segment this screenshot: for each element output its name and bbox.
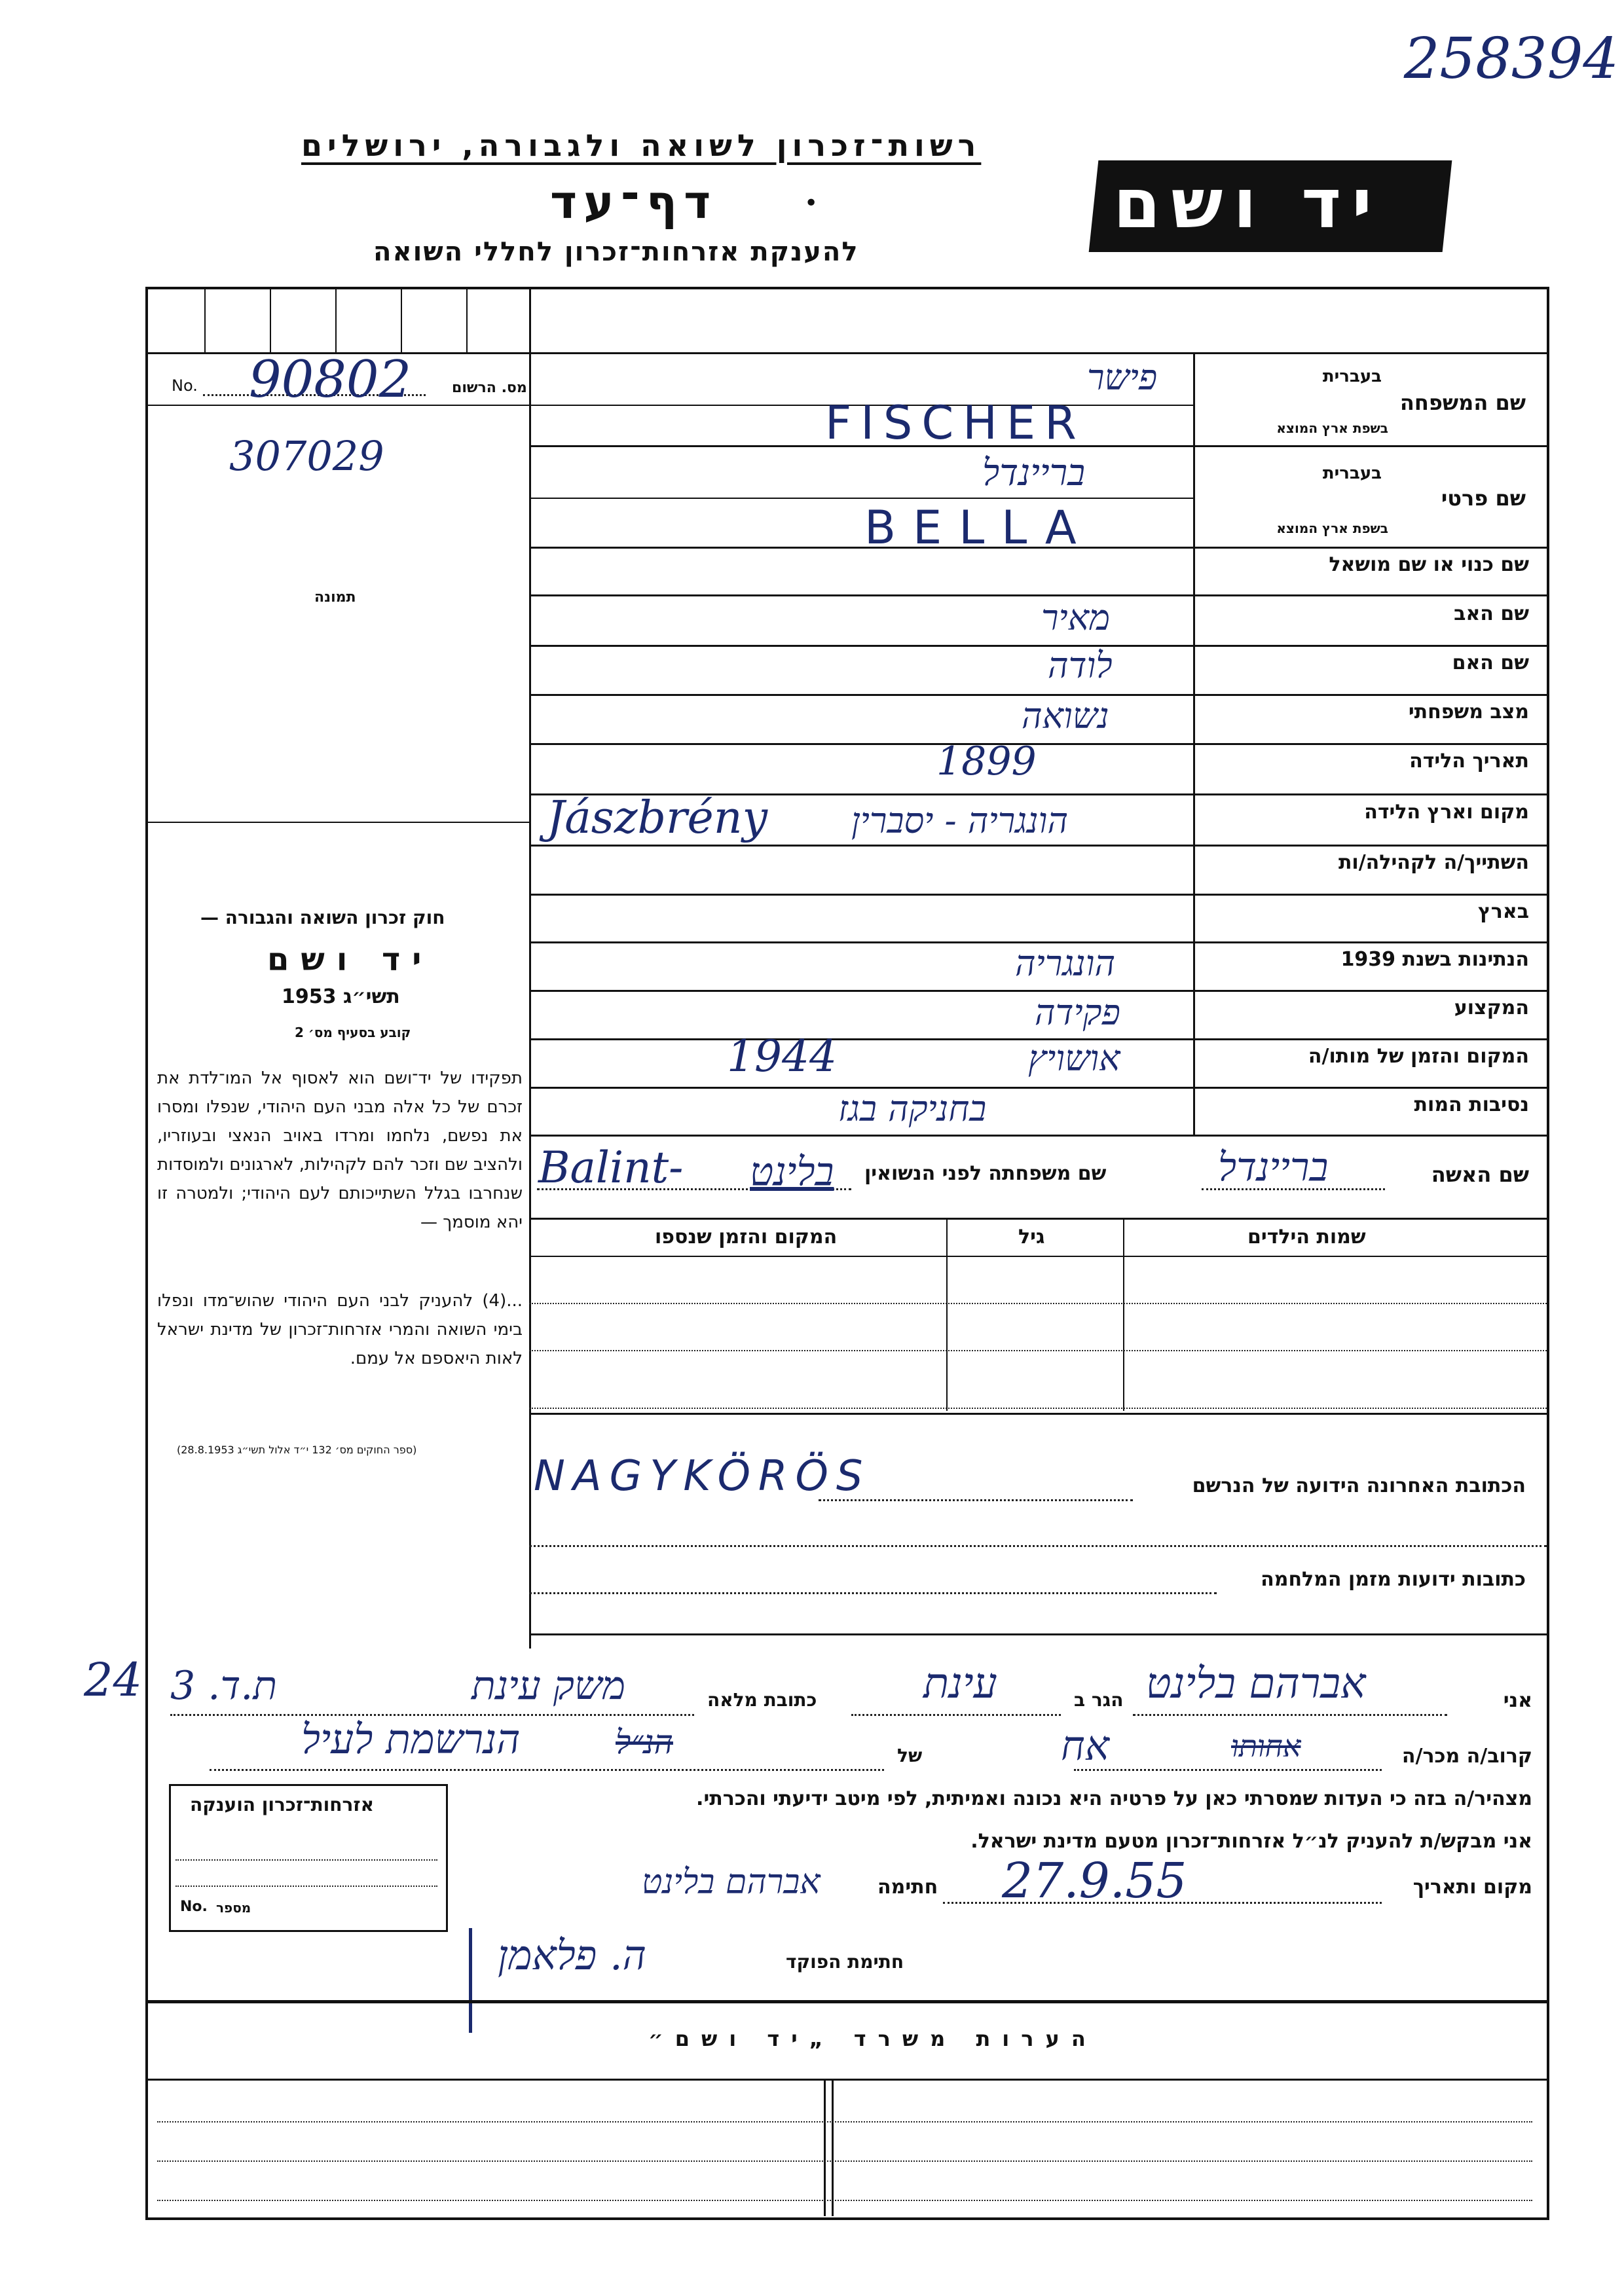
death-cause-label: נסיבות המות	[1414, 1093, 1529, 1116]
death-place: אושויץ	[1028, 1038, 1120, 1079]
form-subtitle: להענקת אזרחות־זכרון לחללי השואה	[373, 237, 859, 267]
request-text: אני מבקש/ת להעניק לנ״ל אזרחות־זכרון מטעם מדינת ישראל.	[970, 1830, 1532, 1853]
children-names-header: שמות הילדים	[1247, 1226, 1366, 1248]
community-label: השתייך/ה לקהילה/ות	[1338, 851, 1529, 874]
children-place-header: המקום והזמן שנספו	[655, 1226, 838, 1248]
first-name-latin: BELLA	[864, 501, 1094, 555]
citizenship-value: הונגריה	[1015, 943, 1116, 984]
law-title: חוק זכרון השואה והגבורה —	[200, 907, 445, 928]
maiden-name-hebrew: בלינט	[750, 1149, 834, 1195]
birth-place-hebrew: הונגריה - יסברין	[851, 800, 1069, 841]
date-value: 27.9.55	[1002, 1853, 1187, 1909]
address-value: משק עינת	[471, 1663, 626, 1709]
birth-date-value: 1899	[936, 738, 1037, 784]
occupation-value: פקידה	[1035, 992, 1120, 1033]
first-name-label: שם פרטי	[1441, 486, 1526, 511]
declaration-i-label: אני	[1503, 1689, 1532, 1712]
signature-value: אברהם בלינט	[642, 1863, 821, 1902]
family-name-hebrew-label: בעברית	[1322, 367, 1382, 386]
resides-label: הגר ב	[1074, 1689, 1124, 1711]
resides-value: עינת	[923, 1660, 997, 1708]
address-label: כתובת מלאה	[707, 1689, 817, 1711]
war-address-label: כתובות ידועות מזמן המלחמה	[1261, 1568, 1526, 1591]
registration-label: מס. הרשום	[452, 380, 527, 396]
last-address-label: הכתובת האחרונה הידועה של הנרשם	[1192, 1474, 1526, 1497]
occupation-label: המקצוע	[1454, 996, 1529, 1019]
spouse-label: שם האשה	[1431, 1162, 1529, 1187]
certificate-title: אזרחות־זכרון הוענקה	[190, 1794, 374, 1815]
logo-text: יד ושם	[1113, 164, 1382, 244]
office-notes-title: הערות משרד „יד ושם״	[648, 2026, 1098, 2051]
relation-label: קרוב/ה מכר/ה	[1401, 1745, 1532, 1768]
signature-label: חתימה	[877, 1876, 938, 1899]
status-value: נשואה	[1022, 695, 1109, 737]
last-address-value: NAGYKÖRÖS	[534, 1452, 871, 1501]
zip-value: ת.ד. 3	[170, 1663, 277, 1709]
mother-value: לודה	[1048, 645, 1113, 686]
spouse-value: בריינדל	[1218, 1144, 1329, 1190]
mother-label: שם האם	[1452, 651, 1529, 674]
certificate-number-label: מספר	[216, 1900, 251, 1916]
first-name-origin-label: בשפת ארץ המוצא	[1276, 520, 1388, 536]
certificate-no-label: No.	[180, 1899, 208, 1915]
photo-label: תמונה	[314, 589, 356, 606]
birth-place-latin: Jászbrény	[547, 792, 768, 844]
bullet: •	[804, 190, 819, 217]
relation-value: אח	[1061, 1722, 1109, 1770]
law-year: תשי״ג 1953	[282, 985, 400, 1008]
of-struck: הנ״ל	[616, 1723, 673, 1761]
death-label: המקום והזמן של מותו/ה	[1308, 1045, 1529, 1068]
file-number: 307029	[229, 432, 384, 480]
death-year: 1944	[727, 1031, 837, 1082]
law-text-main: תפקידו של יד־ושם הוא לאסוף אל המו־לדת את זכרם של כל אלה מבני העם היהודי, שנפלו ומסרו את נפשם, נלחמו ומרדו באויב הנאצי ובעוזריו, ולהציב שם וזכר להם לקהילות, לארגונים ולמוסדות שנחרבו בגלל השתייכותם לעם היהודי; ולמטרה זו יהא מוסמך —	[157, 1068, 523, 1232]
officer-label: חתימת הפוקד	[786, 1951, 904, 1973]
law-name: יד ושם	[267, 941, 434, 978]
birth-place-label: מקום וארץ הלידה	[1364, 801, 1529, 824]
margin-note: 24	[84, 1653, 143, 1707]
status-label: מצב משפחתי	[1408, 701, 1529, 723]
authority-title: רשות־זכרון לשואה ולגבורה, ירושלים	[301, 128, 982, 163]
family-name-label: שם המשפחה	[1399, 390, 1526, 415]
family-name-origin-label: בשפת ארץ המוצא	[1276, 420, 1388, 436]
archive-number: 258394	[1403, 26, 1619, 92]
law-text-clause: ...(4) להעניק לבני העם היהודי שהוש־מדו ונפלו בימי השואה והמרי אזרחות־זכרון של מדינת ישראל לאות היאספם אל עמם.	[157, 1291, 523, 1368]
of-label: של	[897, 1745, 923, 1766]
country-label: בארץ	[1477, 900, 1529, 923]
registration-number: 90802	[249, 350, 412, 409]
maiden-name-label: שם משפחתה לפני הנשואין	[864, 1162, 1107, 1185]
first-name-hebrew-label: בעברית	[1322, 464, 1382, 483]
officer-signature: ה. פלאמן	[498, 1931, 646, 1979]
form-title: דף־עד	[550, 175, 718, 229]
family-name-hebrew: פישר	[1087, 357, 1158, 398]
declaration-text: מצהיר/ה בזה כי העדות שמסרתי כאן על פרטיה היא נכונה ואמיתית, לפי מיטב ידיעתי והכרתי.	[696, 1787, 1532, 1810]
father-value: מאיר	[1041, 597, 1111, 638]
no-label: No.	[172, 376, 198, 395]
first-name-hebrew: בריינדל	[982, 452, 1086, 494]
death-cause-value: בחניקה בגז	[838, 1088, 987, 1129]
citizenship-label: הנתינות בשנת 1939	[1340, 948, 1529, 971]
law-source: (ספר החוקים מס׳ 132 י״ד אלול תשי״ג 28.8.1953)	[177, 1444, 417, 1456]
father-label: שם האב	[1454, 602, 1529, 625]
relation-struck: אחותו	[1231, 1728, 1301, 1764]
place-date-label: מקום ותאריך	[1412, 1876, 1532, 1899]
of-value: הנרשמת לעיל	[301, 1715, 521, 1763]
law-clause: קובע בסעיף מס׳ 2	[295, 1025, 411, 1040]
birth-date-label: תאריך הלידה	[1409, 750, 1529, 773]
nickname-label: שם כנוי או שם מושאל	[1329, 553, 1529, 576]
maiden-name-latin: Balint-	[538, 1142, 684, 1193]
declarant-name: אברהם בלינט	[1146, 1660, 1366, 1708]
children-age-header: גיל	[1018, 1226, 1045, 1248]
family-name-latin: FISCHER	[825, 396, 1086, 450]
